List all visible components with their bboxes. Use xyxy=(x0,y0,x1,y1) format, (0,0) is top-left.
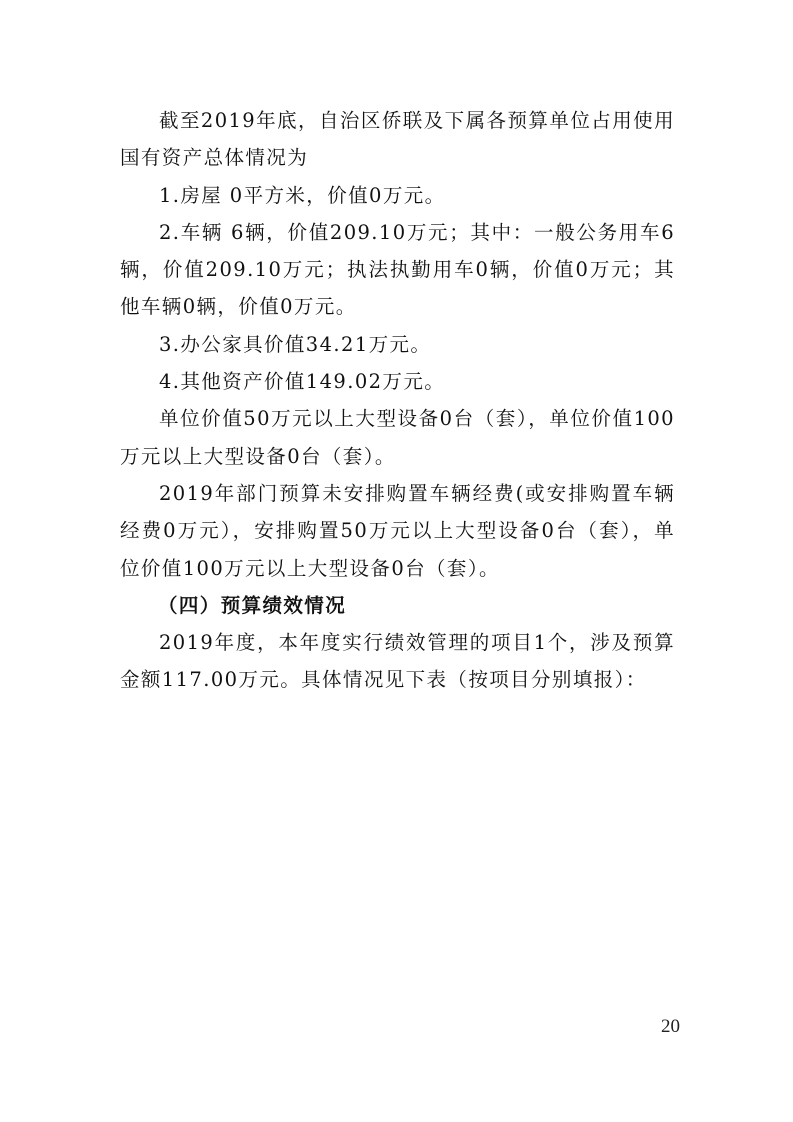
document-body xyxy=(120,102,675,699)
paragraph-asset-overview: 截至2019年底，自治区侨联及下属各预算单位占用使用国有资产总体情况为 xyxy=(120,109,675,170)
paragraph-office-furniture: 3.办公家具价值34.21万元。 xyxy=(159,332,432,356)
paragraph-performance-summary: 2019年度，本年度实行绩效管理的项目1个，涉及预算金额117.00万元。具体情况见下表（按项目分别填报）： xyxy=(120,631,675,692)
paragraph-housing: 1.房屋 0平方米，价值0万元。 xyxy=(159,183,446,207)
paragraph-other-assets: 4.其他资产价值149.02万元。 xyxy=(159,370,446,394)
section-heading-performance: （四）预算绩效情况 xyxy=(158,593,347,617)
page-number: 20 xyxy=(661,1016,680,1037)
paragraph-budget-vehicle-purchase: 2019年部门预算未安排购置车辆经费(或安排购置车辆经费0万元），安排购置50万元以上大型设备0台（套），单位价值100万元以上大型设备0台（套）。 xyxy=(120,481,675,580)
paragraph-large-equipment: 单位价值50万元以上大型设备0台（套），单位价值100万元以上大型设备0台（套）。 xyxy=(120,407,675,468)
paragraph-vehicles: 2.车辆 6辆，价值209.10万元；其中：一般公务用车6辆，价值209.10万元；执法执勤用车0辆，价值0万元；其他车辆0辆，价值0万元。 xyxy=(120,220,675,319)
